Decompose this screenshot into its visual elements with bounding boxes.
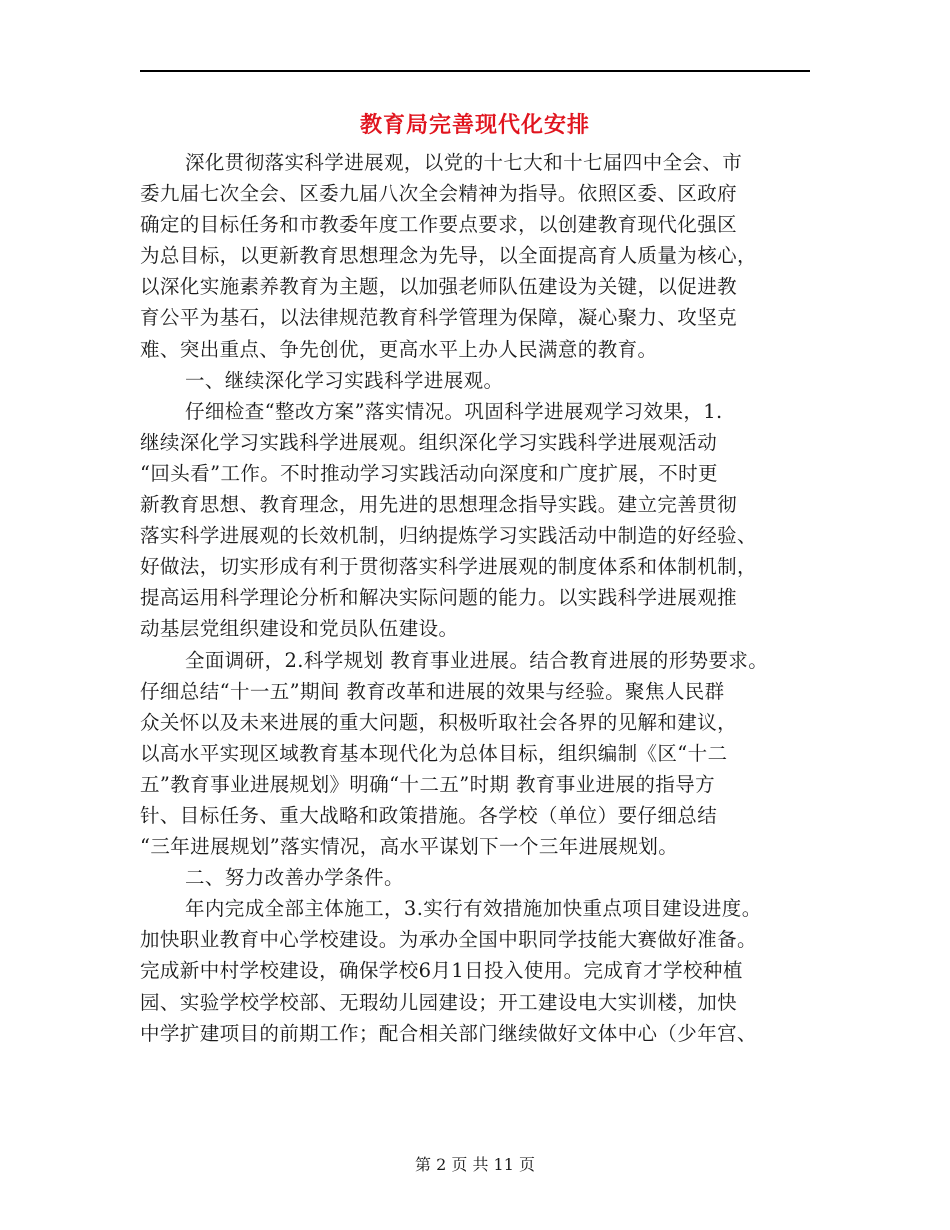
- body-line: “回头看”工作。不时推动学习实践活动向深度和广度扩展，不时更: [140, 461, 718, 485]
- body-line: 新教育思想、教育理念，用先进的思想理念指导实践。建立完善贯彻: [140, 493, 738, 517]
- body-line: 动基层党组织建设和党员队伍建设。: [140, 617, 459, 641]
- header-rule: [140, 70, 810, 72]
- section-heading: 一、继续深化学习实践科学进展观。: [185, 368, 504, 392]
- section-heading: 二、努力改善办学条件。: [185, 866, 404, 890]
- body-line: 委九届七次全会、区委九届八次全会精神为指导。依照区委、区政府: [140, 182, 738, 206]
- body-line: 仔细总结“十一五”期间 教育改革和进展的效果与经验。聚焦人民群: [140, 679, 725, 703]
- body-line: 完成新中村学校建设，确保学校6月1日投入使用。完成育才学校种植: [140, 959, 743, 983]
- body-line: 育公平为基石，以法律规范教育科学管理为保障，凝心聚力、攻坚克: [140, 306, 738, 330]
- body-line: 五”教育事业进展规划》明确“十二五”时期 教育事业进展的指导方: [140, 772, 716, 796]
- body-line: 以高水平实现区域教育基本现代化为总体目标，组织编制《区“十二: [140, 741, 728, 765]
- body-line: 继续深化学习实践科学进展观。组织深化学习实践科学进展观活动: [140, 430, 718, 454]
- body-line: 园、实验学校学校部、无瑕幼儿园建设；开工建设电大实训楼，加快: [140, 990, 738, 1014]
- body-line: “三年进展规划”落实情况，高水平谋划下一个三年进展规划。: [140, 835, 679, 859]
- body-line: 确定的目标任务和市教委年度工作要点要求，以创建教育现代化强区: [140, 213, 738, 237]
- body-line: 加快职业教育中心学校建设。为承办全国中职同学技能大赛做好准备。: [140, 928, 757, 952]
- body-line: 落实科学进展观的长效机制，归纳提炼学习实践活动中制造的好经验、: [140, 524, 757, 548]
- body-line: 为总目标，以更新教育思想理念为先导，以全面提高育人质量为核心，: [140, 244, 757, 268]
- body-line: 针、目标任务、重大战略和政策措施。各学校（单位）要仔细总结: [140, 803, 718, 827]
- body-line: 众关怀以及未来进展的重大问题，积极听取社会各界的见解和建议，: [140, 710, 738, 734]
- body-line: 好做法，切实形成有利于贯彻落实科学进展观的制度体系和体制机制，: [140, 555, 757, 579]
- body-line: 年内完成全部主体施工，3.实行有效措施加快重点项目建设进度。: [185, 897, 762, 921]
- body-line: 深化贯彻落实科学进展观，以党的十七大和十七届四中全会、市: [185, 151, 743, 174]
- body-line: 难、突出重点、争先创优，更高水平上办人民满意的教育。: [140, 337, 658, 361]
- body-line: 中学扩建项目的前期工作；配合相关部门继续做好文体中心（少年宫、: [140, 1021, 757, 1045]
- body-line: 仔细检查“整改方案”落实情况。巩固科学进展观学习效果，1.: [185, 399, 723, 423]
- document-body: [140, 147, 820, 1049]
- page-number-footer: 第 2 页 共 11 页: [415, 1155, 535, 1174]
- body-line: 提高运用科学理论分析和解决实际问题的能力。以实践科学进展观推: [140, 586, 738, 610]
- body-line: 以深化实施素养教育为主题，以加强老师队伍建设为关键，以促进教: [140, 275, 738, 299]
- body-line: 全面调研，2.科学规划 教育事业进展。结合教育进展的形势要求。: [185, 648, 769, 672]
- document-title: 教育局完善现代化安排: [359, 113, 590, 138]
